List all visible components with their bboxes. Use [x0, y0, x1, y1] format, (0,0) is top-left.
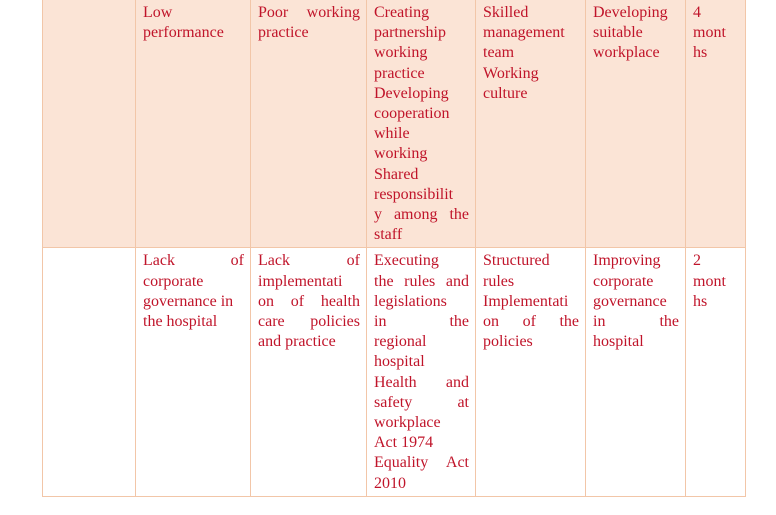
cell-duration: 2 mont hs [686, 248, 746, 496]
cell-cause: Lack of implementati on of health care policies and practice [251, 248, 367, 496]
cell-outcome: Developing suitable workplace [586, 0, 686, 248]
table-row [43, 0, 746, 248]
cell-issue: Low performance [136, 0, 251, 248]
cell-issue: Lack of corporate governance in the hospital [136, 248, 251, 496]
cell-cause: Poor working practice [251, 0, 367, 248]
cell-blank [43, 0, 136, 248]
cell-duration: 4 mont hs [686, 0, 746, 248]
cell-resources: Skilled management team Working culture [476, 0, 586, 248]
cell-actions: Creating partnership working practice Developing cooperation while working Shared responsibilit y among the staff [367, 0, 476, 248]
cell-outcome: Improving corporate governance in the hospital [586, 248, 686, 496]
table-row [43, 248, 746, 496]
cell-blank [43, 248, 136, 496]
cell-actions: Executing the rules and legislations in the regional hospital Health and safety at workplace Act 1974 Equality Act 2010 [367, 248, 476, 496]
cell-resources: Structured rules Implementati on of the policies [476, 248, 586, 496]
action-plan-table [42, 0, 746, 497]
